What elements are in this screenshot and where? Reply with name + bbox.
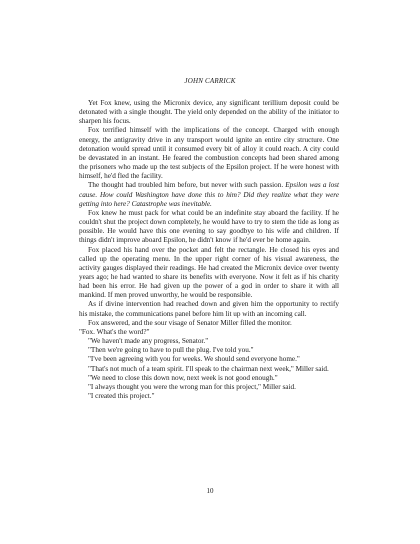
dialogue-line	[79, 374, 339, 383]
paragraph-text: "We need to close this down now, next week is not good enough."	[88, 373, 278, 382]
paragraph	[79, 300, 339, 318]
paragraph-text: As if divine intervention had reached down and given him the opportunity to rectify his mistake, the communications panel before him lit up with an incoming call.	[79, 300, 339, 318]
paragraph-text: "I created this project."	[88, 392, 155, 400]
dialogue-line	[79, 337, 339, 346]
paragraph	[79, 246, 339, 301]
dialogue-line	[79, 392, 339, 401]
paragraph-text: Fox terrified himself with the implications of the concept. Charged with enough energy, the antigravity drive in any transport would ignite an entire city structure. One detonation would spread until it consumed every bit of alloy it could reach. A city could be devastated in an instant. He feared the combustion concepts had been shared among the prisoners who made up the test subjects of the Epsilon project. If he were honest with himself, he'd fled the facility.	[79, 126, 339, 181]
paragraph	[79, 319, 339, 328]
dialogue-line	[79, 328, 339, 337]
body-text	[79, 99, 339, 401]
paragraph-text: "That's not much of a team spirit. I'll speak to the chairman next week," Miller said.	[88, 364, 329, 373]
dialogue-line	[79, 346, 339, 355]
paragraph-text: Yet Fox knew, using the Micronix device, any significant terillium deposit could be detonated with a single thought. The yield only depended on the ability of the initiator to sharpen his focus.	[79, 99, 339, 126]
italic-thought: Epsilon was a lost cause. How could Washington have done this to him? Did they realize what they were getting into here? Catastrophe was inevitable.	[79, 181, 339, 208]
paragraph-text: "We haven't made any progress, Senator."	[88, 337, 209, 346]
paragraph-text: Fox knew he must pack for what could be an indefinite stay aboard the facility. If he couldn't shut the project down completely, he would have to try to stem the tide as long as possible. He would have this one evening to say goodbye to his wife and children. If things didn't improve aboard Epsilon, he didn't know if he'd ever be home again.	[79, 208, 339, 245]
paragraph	[79, 181, 339, 208]
dialogue-line	[79, 383, 339, 392]
paragraph-text: "Then we're going to have to pull the plug. I've told you."	[88, 346, 254, 355]
running-head: JOHN CARRICK	[184, 77, 236, 85]
paragraph-text: Fox placed his hand over the pocket and felt the rectangle. He closed his eyes and called up the operating menu. In the upper right corner of his visual awareness, the activity gauges displayed their readings. He had created the Micronix device over twenty years ago; he had wanted to share its benefits with everyone. Now it felt as if his charity had been his error. He had given up the power of a god in order to share it with all mankind. If men proved unworthy, he would be responsible.	[79, 245, 339, 300]
paragraph	[79, 126, 339, 181]
paragraph-text: "I always thought you were the wrong man for this project," Miller said.	[88, 382, 296, 391]
paragraph	[79, 99, 339, 126]
paragraph-text: The thought had troubled him before, but never with such passion.	[88, 181, 286, 190]
paragraph	[79, 209, 339, 246]
paragraph-text: Fox answered, and the sour visage of Senator Miller filled the monitor.	[88, 318, 292, 327]
paragraph-text: "I've been agreeing with you for weeks. We should send everyone home."	[88, 355, 300, 364]
dialogue-line	[79, 365, 339, 374]
paragraph-text: "Fox. What's the word?"	[79, 327, 150, 336]
dialogue-line	[79, 355, 339, 364]
page-number: 10	[206, 487, 214, 495]
